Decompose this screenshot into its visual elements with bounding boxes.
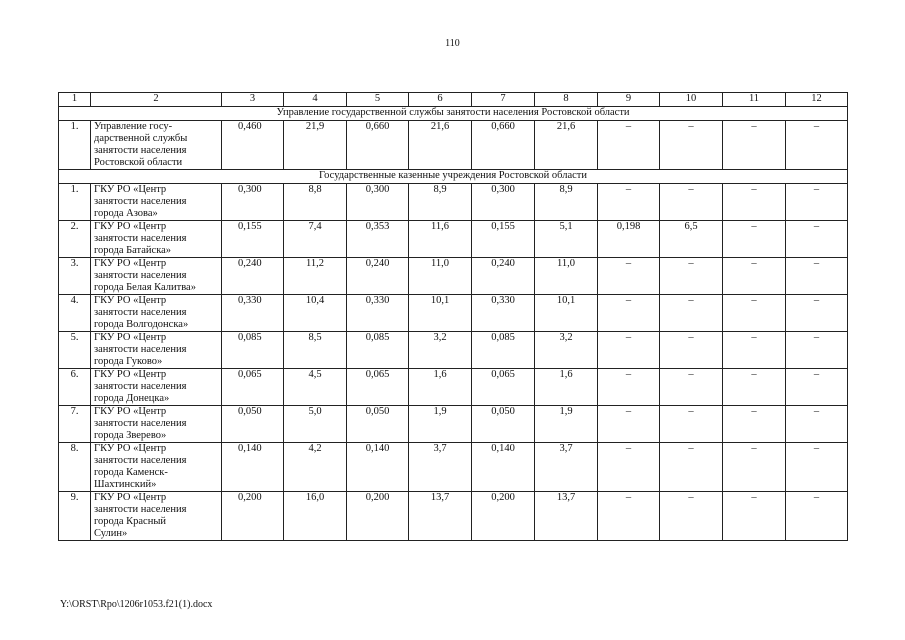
header-cell: 12 [786, 93, 848, 107]
value-cell-col-5: 0,300 [347, 184, 409, 221]
value-cell-col-4: 21,9 [284, 121, 347, 170]
section-title: Государственные казенные учреждения Ростовской области [59, 170, 848, 184]
value-cell-col-4: 16,0 [284, 492, 347, 541]
row-number: 5. [59, 332, 91, 369]
value-cell-col-7: 0,140 [472, 443, 535, 492]
row-number: 1. [59, 184, 91, 221]
value-cell-col-12: – [786, 332, 848, 369]
organization-name-line: занятости населения [94, 455, 187, 466]
value-cell-col-3: 0,200 [222, 492, 284, 541]
value-cell-col-3: 0,155 [222, 221, 284, 258]
value-cell-col-10: – [660, 492, 723, 541]
value-cell-col-5: 0,200 [347, 492, 409, 541]
organization-name [91, 295, 222, 332]
value-cell-col-3: 0,065 [222, 369, 284, 406]
organization-name-line: занятости населения [94, 418, 187, 429]
value-cell-col-9: – [598, 295, 660, 332]
value-cell-col-5: 0,050 [347, 406, 409, 443]
header-cell: 5 [347, 93, 409, 107]
organization-name-line: города Гуково» [94, 356, 163, 367]
organization-name-line: города Зверево» [94, 430, 167, 441]
value-cell-col-10: – [660, 258, 723, 295]
value-cell-col-5: 0,330 [347, 295, 409, 332]
table-row [59, 221, 848, 258]
footer-file-path: Y:\ORST\Rpo\1206r1053.f21(1).docx [60, 599, 213, 610]
value-cell-col-5: 0,240 [347, 258, 409, 295]
value-cell-col-10: – [660, 443, 723, 492]
value-cell-col-7: 0,085 [472, 332, 535, 369]
value-cell-col-12: – [786, 369, 848, 406]
organization-name-line: занятости населения [94, 233, 187, 244]
value-cell-col-11: – [723, 406, 786, 443]
value-cell-col-5: 0,085 [347, 332, 409, 369]
value-cell-col-3: 0,240 [222, 258, 284, 295]
organization-name-line: занятости населения [94, 344, 187, 355]
section-title-row [59, 107, 848, 121]
value-cell-col-4: 11,2 [284, 258, 347, 295]
organization-name-line: ГКУ РО «Центр [94, 406, 167, 417]
value-cell-col-3: 0,140 [222, 443, 284, 492]
value-cell-col-7: 0,300 [472, 184, 535, 221]
value-cell-col-12: – [786, 443, 848, 492]
header-row [59, 93, 848, 107]
organization-name [91, 443, 222, 492]
value-cell-col-9: – [598, 332, 660, 369]
value-cell-col-10: – [660, 332, 723, 369]
table-row [59, 443, 848, 492]
value-cell-col-8: 5,1 [535, 221, 598, 258]
value-cell-col-12: – [786, 121, 848, 170]
row-number: 6. [59, 369, 91, 406]
value-cell-col-3: 0,300 [222, 184, 284, 221]
organization-name-line: города Каменск- [94, 467, 168, 478]
value-cell-col-9: – [598, 369, 660, 406]
value-cell-col-8: 10,1 [535, 295, 598, 332]
organization-name-line: занятости населения [94, 504, 187, 515]
value-cell-col-8: 11,0 [535, 258, 598, 295]
value-cell-col-6: 1,9 [409, 406, 472, 443]
value-cell-col-10: – [660, 295, 723, 332]
row-number: 2. [59, 221, 91, 258]
value-cell-col-5: 0,660 [347, 121, 409, 170]
organization-name-line: занятости населения [94, 270, 187, 281]
value-cell-col-9: – [598, 492, 660, 541]
organization-name [91, 492, 222, 541]
value-cell-col-6: 3,7 [409, 443, 472, 492]
organization-name-line: города Белая Калитва» [94, 282, 196, 293]
header-cell: 7 [472, 93, 535, 107]
value-cell-col-8: 13,7 [535, 492, 598, 541]
page-number: 110 [445, 38, 460, 49]
value-cell-col-8: 21,6 [535, 121, 598, 170]
organization-name-line: ГКУ РО «Центр [94, 295, 167, 306]
value-cell-col-6: 13,7 [409, 492, 472, 541]
value-cell-col-7: 0,155 [472, 221, 535, 258]
table-row [59, 121, 848, 170]
organization-name-line: ГКУ РО «Центр [94, 184, 167, 195]
value-cell-col-9: – [598, 121, 660, 170]
organization-name-line: города Донецка» [94, 393, 170, 404]
organization-name-line: города Азова» [94, 208, 158, 219]
value-cell-col-4: 7,4 [284, 221, 347, 258]
value-cell-col-6: 10,1 [409, 295, 472, 332]
header-cell: 11 [723, 93, 786, 107]
table-row [59, 184, 848, 221]
value-cell-col-11: – [723, 443, 786, 492]
value-cell-col-10: – [660, 184, 723, 221]
value-cell-col-4: 8,5 [284, 332, 347, 369]
organization-name [91, 369, 222, 406]
header-cell: 2 [91, 93, 222, 107]
value-cell-col-10: – [660, 369, 723, 406]
value-cell-col-7: 0,065 [472, 369, 535, 406]
row-number: 4. [59, 295, 91, 332]
value-cell-col-3: 0,330 [222, 295, 284, 332]
value-cell-col-11: – [723, 258, 786, 295]
organization-name-line: занятости населения [94, 196, 187, 207]
value-cell-col-3: 0,460 [222, 121, 284, 170]
value-cell-col-11: – [723, 221, 786, 258]
value-cell-col-6: 11,0 [409, 258, 472, 295]
table-body [59, 93, 848, 541]
organization-name-line: занятости населения [94, 381, 187, 392]
row-number: 7. [59, 406, 91, 443]
value-cell-col-11: – [723, 295, 786, 332]
value-cell-col-12: – [786, 258, 848, 295]
value-cell-col-9: – [598, 406, 660, 443]
value-cell-col-7: 0,200 [472, 492, 535, 541]
value-cell-col-12: – [786, 295, 848, 332]
section-title-row [59, 170, 848, 184]
value-cell-col-9: – [598, 443, 660, 492]
header-cell: 4 [284, 93, 347, 107]
value-cell-col-7: 0,050 [472, 406, 535, 443]
organization-name-line: Шахтинский» [94, 479, 157, 490]
value-cell-col-7: 0,240 [472, 258, 535, 295]
organization-name-line: занятости населения [94, 145, 187, 156]
organization-name [91, 184, 222, 221]
value-cell-col-12: – [786, 406, 848, 443]
value-cell-col-8: 1,9 [535, 406, 598, 443]
value-cell-col-6: 11,6 [409, 221, 472, 258]
header-cell: 10 [660, 93, 723, 107]
organization-name-line: ГКУ РО «Центр [94, 258, 167, 269]
organization-name-line: ГКУ РО «Центр [94, 332, 167, 343]
organization-name-line: Сулин» [94, 528, 128, 539]
value-cell-col-5: 0,065 [347, 369, 409, 406]
value-cell-col-11: – [723, 369, 786, 406]
value-cell-col-9: – [598, 258, 660, 295]
row-number: 1. [59, 121, 91, 170]
organization-name-line: города Волгодонска» [94, 319, 189, 330]
organization-name-line: города Красный [94, 516, 166, 527]
value-cell-col-4: 4,2 [284, 443, 347, 492]
organization-name [91, 406, 222, 443]
organization-name-line: Управление госу- [94, 121, 173, 132]
table-row [59, 369, 848, 406]
organization-name-line: ГКУ РО «Центр [94, 369, 167, 380]
value-cell-col-10: – [660, 121, 723, 170]
value-cell-col-7: 0,330 [472, 295, 535, 332]
row-number: 8. [59, 443, 91, 492]
header-cell: 3 [222, 93, 284, 107]
value-cell-col-11: – [723, 332, 786, 369]
value-cell-col-3: 0,050 [222, 406, 284, 443]
value-cell-col-6: 21,6 [409, 121, 472, 170]
organization-name-line: города Батайска» [94, 245, 172, 256]
table-row [59, 406, 848, 443]
value-cell-col-9: 0,198 [598, 221, 660, 258]
value-cell-col-4: 5,0 [284, 406, 347, 443]
organization-name [91, 121, 222, 170]
value-cell-col-6: 8,9 [409, 184, 472, 221]
header-cell: 8 [535, 93, 598, 107]
value-cell-col-6: 3,2 [409, 332, 472, 369]
value-cell-col-8: 3,2 [535, 332, 598, 369]
value-cell-col-7: 0,660 [472, 121, 535, 170]
row-number: 9. [59, 492, 91, 541]
organization-name [91, 221, 222, 258]
value-cell-col-4: 8,8 [284, 184, 347, 221]
value-cell-col-8: 1,6 [535, 369, 598, 406]
organization-name-line: занятости населения [94, 307, 187, 318]
value-cell-col-11: – [723, 492, 786, 541]
organization-name-line: дарственной службы [94, 133, 188, 144]
organization-name-line: Ростовской области [94, 157, 183, 168]
value-cell-col-8: 8,9 [535, 184, 598, 221]
header-cell: 6 [409, 93, 472, 107]
value-cell-col-10: 6,5 [660, 221, 723, 258]
value-cell-col-11: – [723, 121, 786, 170]
table-row [59, 258, 848, 295]
organization-name-line: ГКУ РО «Центр [94, 443, 167, 454]
value-cell-col-3: 0,085 [222, 332, 284, 369]
table-row [59, 295, 848, 332]
organization-name-line: ГКУ РО «Центр [94, 492, 167, 503]
header-cell: 1 [59, 93, 91, 107]
section-title: Управление государственной службы занятости населения Ростовской области [59, 107, 848, 121]
value-cell-col-8: 3,7 [535, 443, 598, 492]
value-cell-col-5: 0,353 [347, 221, 409, 258]
value-cell-col-10: – [660, 406, 723, 443]
value-cell-col-6: 1,6 [409, 369, 472, 406]
organization-name [91, 258, 222, 295]
value-cell-col-12: – [786, 221, 848, 258]
data-table [58, 92, 848, 541]
value-cell-col-5: 0,140 [347, 443, 409, 492]
value-cell-col-12: – [786, 492, 848, 541]
header-cell: 9 [598, 93, 660, 107]
table-row [59, 492, 848, 541]
row-number: 3. [59, 258, 91, 295]
value-cell-col-12: – [786, 184, 848, 221]
value-cell-col-9: – [598, 184, 660, 221]
value-cell-col-11: – [723, 184, 786, 221]
value-cell-col-4: 4,5 [284, 369, 347, 406]
value-cell-col-4: 10,4 [284, 295, 347, 332]
organization-name [91, 332, 222, 369]
table-row [59, 332, 848, 369]
organization-name-line: ГКУ РО «Центр [94, 221, 167, 232]
